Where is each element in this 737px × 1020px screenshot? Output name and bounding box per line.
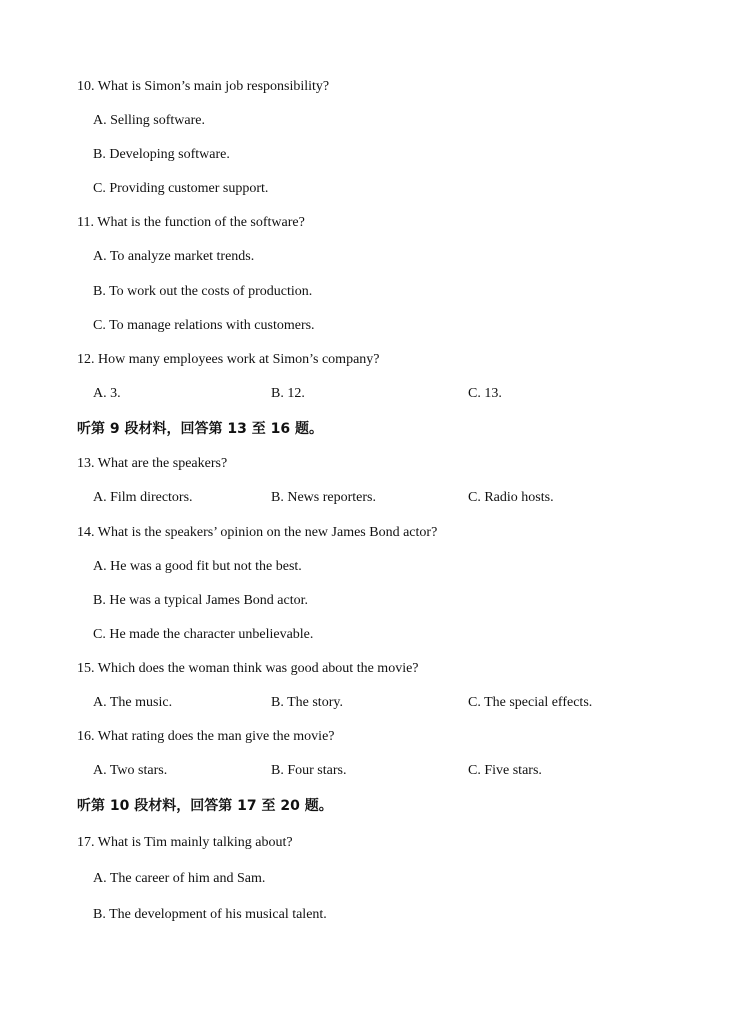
question-13-option-c: C. Radio hosts.: [468, 490, 554, 505]
question-17-stem: 17. What is Tim mainly talking about?: [77, 835, 293, 850]
question-10-option-a: A. Selling software.: [93, 113, 205, 128]
question-14-stem: 14. What is the speakers’ opinion on the new James Bond actor?: [77, 525, 438, 540]
question-15-option-b: B. The story.: [271, 695, 343, 710]
question-15-option-c: C. The special effects.: [468, 695, 593, 710]
question-12-stem: 12. How many employees work at Simon’s company?: [77, 352, 380, 367]
question-11-stem: 11. What is the function of the software?: [77, 215, 305, 230]
question-16-option-a: A. Two stars.: [93, 763, 168, 778]
question-14-option-b: B. He was a typical James Bond actor.: [93, 593, 309, 608]
question-12-option-b: B. 12.: [271, 386, 305, 401]
question-17-option-a: A. The career of him and Sam.: [93, 871, 266, 886]
question-14-option-a: A. He was a good fit but not the best.: [93, 559, 302, 574]
question-10-stem: 10. What is Simon’s main job responsibility?: [77, 79, 330, 94]
question-13-option-b: B. News reporters.: [271, 490, 376, 505]
question-11-option-c: C. To manage relations with customers.: [93, 318, 315, 333]
question-10-option-b: B. Developing software.: [93, 147, 230, 162]
question-15-stem: 15. Which does the woman think was good about the movie?: [77, 661, 419, 676]
question-13-stem: 13. What are the speakers?: [77, 456, 228, 471]
question-16-stem: 16. What rating does the man give the movie?: [77, 729, 335, 744]
question-11-option-a: A. To analyze market trends.: [93, 249, 255, 264]
question-11-option-b: B. To work out the costs of production.: [93, 284, 313, 299]
question-17-option-b: B. The development of his musical talent.: [93, 907, 327, 922]
section-9-heading: 听第 9 段材料，回答第 13 至 16 题。: [77, 421, 323, 437]
question-16-option-c: C. Five stars.: [468, 763, 542, 778]
question-14-option-c: C. He made the character unbelievable.: [93, 627, 314, 642]
question-15-option-a: A. The music.: [93, 695, 173, 710]
question-16-option-b: B. Four stars.: [271, 763, 347, 778]
question-12-option-a: A. 3.: [93, 386, 121, 401]
question-12-option-c: C. 13.: [468, 386, 502, 401]
section-10-heading: 听第 10 段材料，回答第 17 至 20 题。: [77, 798, 333, 814]
question-10-option-c: C. Providing customer support.: [93, 181, 269, 196]
question-13-option-a: A. Film directors.: [93, 490, 193, 505]
